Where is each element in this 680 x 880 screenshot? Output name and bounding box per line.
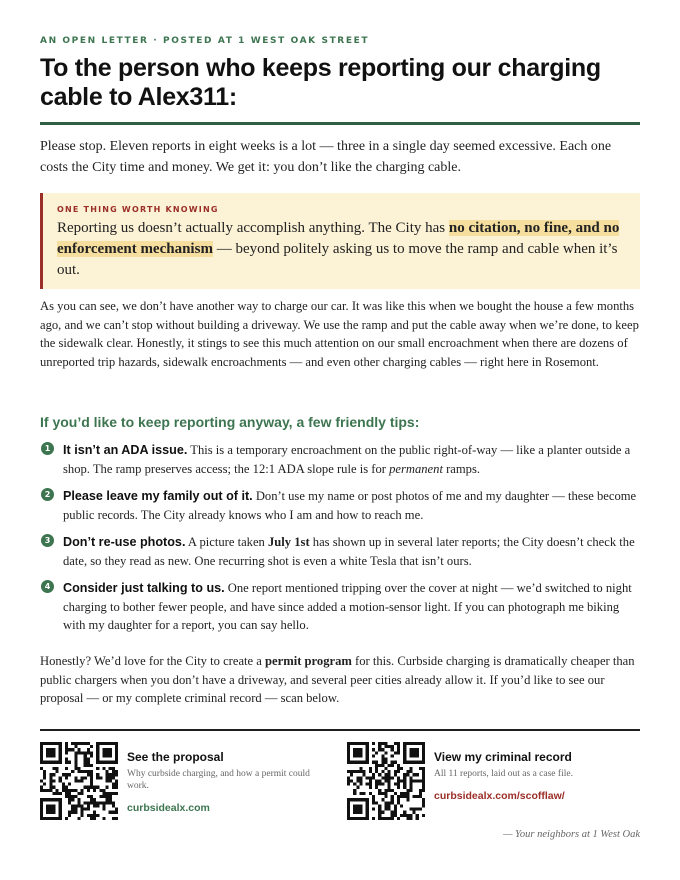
tip-text <box>63 579 640 635</box>
closing-strong: permit program <box>265 654 352 668</box>
tip-date: July 1st <box>268 535 310 549</box>
tip-body: A picture taken <box>185 535 268 549</box>
tip-body-end: ramps. <box>442 461 481 476</box>
closing-paragraph <box>40 652 640 708</box>
callout-text <box>57 218 624 281</box>
tip-lead: Don’t re-use photos. <box>63 535 186 549</box>
headline: To the person who keeps reporting our charging cable to Alex311: <box>40 54 601 111</box>
tip-text <box>63 441 640 478</box>
callout-box <box>40 193 640 289</box>
closing-after: for this. Curbside charging is dramatically cheaper than public chargers when you don’t have a driveway, and several peer cities already allow it. If you’d like to see our proposal — or my complete criminal record — scan below. <box>40 654 635 705</box>
tip-1 <box>40 441 640 478</box>
tip-lead: It isn’t an ADA issue. <box>63 443 188 457</box>
tip-text <box>63 533 640 570</box>
body-paragraph: As you can see, we don’t have another way to charge our car. It was like this when we bought the house a few months ago, and we can’t stop without building a driveway. We use the ramp and put the cable away when we’re done, to keep the sidewalk clear. Honestly, it stings to see this much attention on our small encroachment when there are dozens of unreported trip hazards, sidewalk encroachments — and even other charging cables — right here in Rosemont. <box>40 299 639 369</box>
qr-code-icon[interactable] <box>347 742 425 820</box>
qr-description: Why curbside charging, and how a permit could work. <box>127 769 310 791</box>
tip-text <box>63 487 640 524</box>
tip-body: Don’t use my name or post photos of me and my daughter — these become public records. The City already knows who I am and how to reach me. <box>63 489 637 522</box>
tip-lead: Please leave my family out of it. <box>63 489 253 503</box>
headline-rule <box>40 122 640 125</box>
tip-number-badge: 4 <box>41 580 54 593</box>
qr-description: All 11 reports, laid out as a case file. <box>434 769 573 779</box>
tip-number-badge: 1 <box>41 442 54 455</box>
intro-paragraph: Please stop. Eleven reports in eight weeks is a lot — three in a single day seemed excessive. Each one costs the City time and money. We get it: you don’t like the charging cable. <box>40 139 612 175</box>
signoff: — Your neighbors at 1 West Oak <box>503 829 640 840</box>
callout-text-before: Reporting us doesn’t actually accomplish anything. The City has <box>57 220 449 236</box>
tip-number-badge: 2 <box>41 488 54 501</box>
tip-emphasis: permanent <box>389 461 443 476</box>
kicker: AN OPEN LETTER · POSTED AT 1 WEST OAK STREET <box>40 36 370 46</box>
proposal-link[interactable]: curbsidealx.com <box>127 802 210 814</box>
tip-body-end: has shown up in several later reports; the City doesn’t check the date, so they read as new. One recurring shot is even a white Tesla that isn’t ours. <box>63 535 635 568</box>
callout-text-after: — beyond politely asking us to move the ramp and cable when it’s out. <box>57 241 618 278</box>
tip-body: This is a temporary encroachment on the public right-of-way — like a planter outside a shop. The ramp preserves access; the 12:1 ADA slope rule is for <box>63 443 631 476</box>
criminal-record-link[interactable]: curbsidealx.com/scofflaw/ <box>434 790 565 802</box>
callout-label: ONE THING WORTH KNOWING <box>57 205 219 214</box>
qr-block-record <box>347 742 640 822</box>
qr-block-proposal <box>40 742 330 822</box>
qr-code-icon[interactable] <box>40 742 118 820</box>
footer-rule <box>40 729 640 731</box>
qr-text <box>434 750 634 803</box>
closing-before: Honestly? We’d love for the City to create a <box>40 654 266 668</box>
tips-title: If you’d like to keep reporting anyway, a few friendly tips: <box>40 414 420 430</box>
tip-body: One report mentioned tripping over the cover at night — we’d switched to night charging to bother fewer people, and have since added a motion-sensor light. If you can photograph me biking with my daughter for a report, you can say hello. <box>63 581 632 632</box>
qr-text <box>127 750 327 815</box>
tip-lead: Consider just talking to us. <box>63 581 225 595</box>
tip-4 <box>40 579 640 635</box>
qr-title: See the proposal <box>127 750 224 764</box>
callout-highlight: no citation, no fine, and no enforcement mechanism <box>57 220 620 257</box>
tip-2 <box>40 487 640 524</box>
tip-3 <box>40 533 640 570</box>
qr-title: View my criminal record <box>434 750 572 764</box>
tip-number-badge: 3 <box>41 534 54 547</box>
